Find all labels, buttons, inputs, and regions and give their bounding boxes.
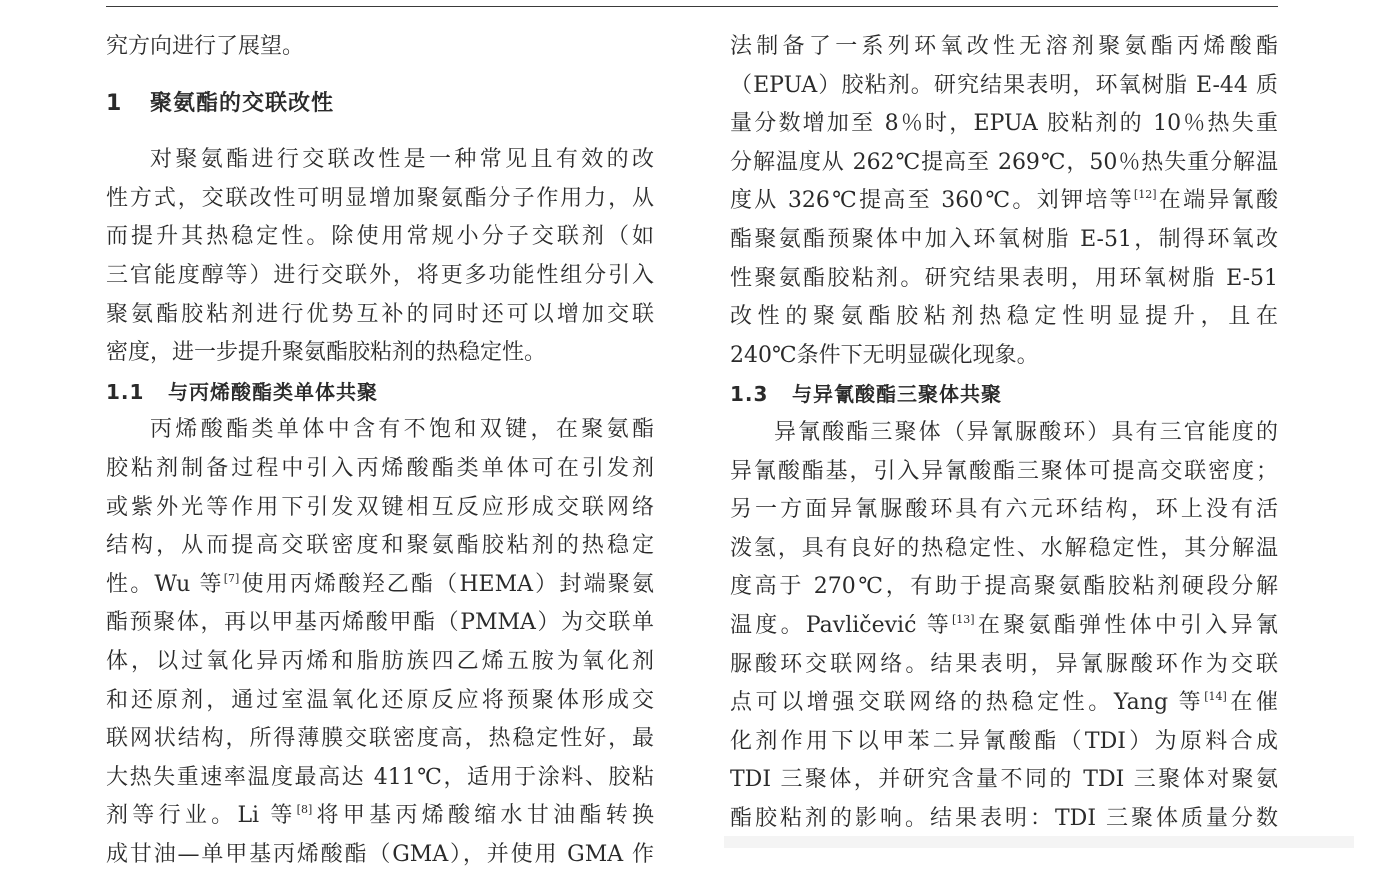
header-rule [106, 6, 1278, 7]
section-1-1-heading: 1.1 与丙烯酸酯类单体共聚 [106, 379, 378, 404]
left-column [106, 28, 654, 874]
page-bottom-shadow [724, 836, 1354, 848]
paragraph-crosslinking: 对聚氨酯进行交联改性是一种常见且有效的改 性方式，交联改性可明显增加聚氨酯分子作用力，从 而提升其热稳定性。除使用常规小分子交联剂（如 三官能度醇等）进行交联外，将更多功能性组分引入 聚氨酯胶粘剂进行优势互补的同时还可以增加交联 密度，进一步提升聚氨酯胶粘剂的热稳定性。 [106, 147, 654, 366]
section-1-heading: 1 聚氨酯的交联改性 [106, 90, 335, 116]
citation-12: [12] [1133, 188, 1157, 202]
citation-8: [8] [296, 803, 313, 817]
right-column [730, 28, 1278, 838]
section-1-3-heading: 1.3 与异氰酸酯三聚体共聚 [730, 382, 1002, 407]
paragraph-acrylate: 丙烯酸酯类单体中含有不饱和双键，在聚氨酯 胶粘剂制备过程中引入丙烯酸酯类单体可在引发剂 或紫外光等作用下引发双键相互反应形成交联网络 结构，从而提高交联密度和聚氨酯胶粘剂的热稳定 性。Wu 等[7]使用丙烯酸羟乙酯（HEMA）封端聚氨 酯预聚体，再以甲基丙烯酸甲酯（PMMA）为交联单 体，以过氧化异丙烯和脂肪族四乙烯五胺为氧化剂 和还原剂，通过室温氧化还原反应将预聚体形成交 联网状结构，所得薄膜交联密度高，热稳定性好，最 大热失重速率温度最高达 411℃，适用于涂料、胶粘 剂等行业。Li 等[8]将甲基丙烯酸缩水甘油酯转换 成甘油—单甲基丙烯酸酯（GMA），并使用 GMA 作 [106, 417, 654, 867]
intro-tail: 究方向进行了展望。 [106, 34, 305, 59]
citation-13: [13] [951, 612, 975, 626]
citation-7: [7] [223, 571, 240, 585]
paragraph-epoxy: 法制备了一系列环氧改性无溶剂聚氨酯丙烯酸酯 （EPUA）胶粘剂。研究结果表明，环氧树脂 E-44 质 量分数增加至 8％时，EPUA 胶粘剂的 10％热失重 分解温度从 262℃提高至 269℃，50％热失重分解温 度从 326℃提高至 360℃。刘钾培等[12]在端异氰酸 酯聚氨酯预聚体中加入环氧树脂 E-51，制得环氧改 性聚氨酯胶粘剂。研究结果表明，用环氧树脂 E-51 改性的聚氨酯胶粘剂热稳定性明显提升，且在 240℃条件下无明显碳化现象。 [730, 34, 1278, 368]
paragraph-isocyanurate: 异氰酸酯三聚体（异氰脲酸环）具有三官能度的 异氰酸酯基，引入异氰酸酯三聚体可提高交联密度； 另一方面异氰脲酸环具有六元环结构，环上没有活 泼氢，具有良好的热稳定性、水解稳定性，其分解温 度高于 270℃，有助于提高聚氨酯胶粘剂硬段分解 温度。Pavličević 等[13]在聚氨酯弹性体中引入异氰 脲酸环交联网络。结果表明，异氰脲酸环作为交联 点可以增强交联网络的热稳定性。Yang 等[14]在催 化剂作用下以甲苯二异氰酸酯（TDI）为原料合成 TDI 三聚体，并研究含量不同的 TDI 三聚体对聚氨 酯胶粘剂的影响。结果表明：TDI 三聚体质量分数 [730, 419, 1278, 831]
citation-14: [14] [1204, 690, 1227, 704]
